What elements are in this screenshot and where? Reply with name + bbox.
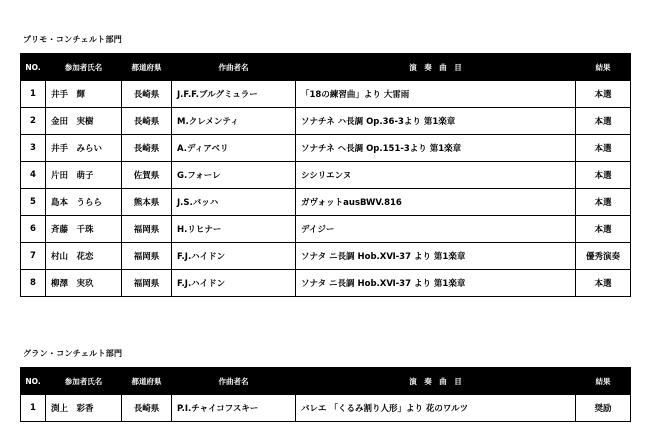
header-piece: 演 奏 曲 目 [296, 54, 576, 81]
cell-name: 井手 みらい [46, 135, 122, 162]
cell-no: 1 [21, 395, 46, 422]
cell-composer: H.リヒナー [172, 216, 296, 243]
cell-result: 本選 [576, 189, 631, 216]
cell-piece: シシリエンヌ [296, 162, 576, 189]
table-row [21, 216, 631, 243]
table-row [21, 108, 631, 135]
cell-piece: ソナタ ニ長調 Hob.XⅥ-37 より 第1楽章 [296, 270, 576, 297]
header-result: 結果 [576, 368, 631, 395]
header-piece: 演 奏 曲 目 [296, 368, 576, 395]
cell-no: 5 [21, 189, 46, 216]
cell-pref: 福岡県 [122, 270, 172, 297]
cell-pref: 長崎県 [122, 135, 172, 162]
cell-no: 4 [21, 162, 46, 189]
header-pref: 都道府県 [122, 54, 172, 81]
header-no: NO. [21, 54, 46, 81]
table-row [21, 270, 631, 297]
cell-pref: 長崎県 [122, 108, 172, 135]
cell-pref: 福岡県 [122, 216, 172, 243]
table-row [21, 135, 631, 162]
cell-no: 3 [21, 135, 46, 162]
cell-piece: ソナチネ ヘ長調 Op.151-3より 第1楽章 [296, 135, 576, 162]
table-row [21, 395, 631, 422]
cell-piece: ソナチネ ハ長調 Op.36-3より 第1楽章 [296, 108, 576, 135]
cell-result: 本選 [576, 162, 631, 189]
results-table-grand [20, 367, 631, 422]
cell-name: 村山 花恋 [46, 243, 122, 270]
cell-piece: バレエ 「くるみ割り人形」より 花のワルツ [296, 395, 576, 422]
cell-piece: ソナタ ニ長調 Hob.XⅥ-37 より 第1楽章 [296, 243, 576, 270]
cell-composer: G.フォーレ [172, 162, 296, 189]
cell-name: 金田 実樹 [46, 108, 122, 135]
table-header-row [21, 368, 631, 395]
section-title-primo: プリモ・コンチェルト部門 [23, 35, 123, 44]
cell-no: 7 [21, 243, 46, 270]
section-title-grand: グラン・コンチェルト部門 [23, 349, 123, 358]
table-row [21, 189, 631, 216]
table-row [21, 243, 631, 270]
cell-result: 本選 [576, 270, 631, 297]
cell-composer: A.ディアベリ [172, 135, 296, 162]
cell-result: 本選 [576, 81, 631, 108]
cell-result: 奨励 [576, 395, 631, 422]
cell-no: 6 [21, 216, 46, 243]
cell-result: 優秀演奏 [576, 243, 631, 270]
cell-composer: F.J.ハイドン [172, 270, 296, 297]
cell-name: 島本 うらら [46, 189, 122, 216]
cell-result: 本選 [576, 216, 631, 243]
header-name: 参加者氏名 [46, 368, 122, 395]
header-composer: 作曲者名 [172, 368, 296, 395]
table-header-row [21, 54, 631, 81]
cell-piece: 「18の練習曲」より 大雷雨 [296, 81, 576, 108]
cell-name: 渕上 彩香 [46, 395, 122, 422]
cell-name: 片田 萌子 [46, 162, 122, 189]
cell-composer: J.F.F.ブルグミュラー [172, 81, 296, 108]
cell-name: 柳澤 実玖 [46, 270, 122, 297]
cell-pref: 佐賀県 [122, 162, 172, 189]
cell-piece: ガヴォットausBWV.816 [296, 189, 576, 216]
cell-result: 本選 [576, 135, 631, 162]
cell-pref: 熊本県 [122, 189, 172, 216]
cell-composer: J.S.バッハ [172, 189, 296, 216]
cell-no: 1 [21, 81, 46, 108]
cell-name: 斉藤 千珠 [46, 216, 122, 243]
table-row [21, 162, 631, 189]
header-pref: 都道府県 [122, 368, 172, 395]
header-name: 参加者氏名 [46, 54, 122, 81]
cell-composer: F.J.ハイドン [172, 243, 296, 270]
cell-pref: 福岡県 [122, 243, 172, 270]
cell-composer: M.クレメンティ [172, 108, 296, 135]
header-no: NO. [21, 368, 46, 395]
cell-no: 2 [21, 108, 46, 135]
cell-result: 本選 [576, 108, 631, 135]
results-table-primo [20, 53, 631, 297]
header-result: 結果 [576, 54, 631, 81]
cell-piece: デイジー [296, 216, 576, 243]
cell-composer: P.I.チャイコフスキー [172, 395, 296, 422]
header-composer: 作曲者名 [172, 54, 296, 81]
cell-pref: 長崎県 [122, 395, 172, 422]
cell-name: 井手 輝 [46, 81, 122, 108]
table-row [21, 81, 631, 108]
cell-pref: 長崎県 [122, 81, 172, 108]
cell-no: 8 [21, 270, 46, 297]
